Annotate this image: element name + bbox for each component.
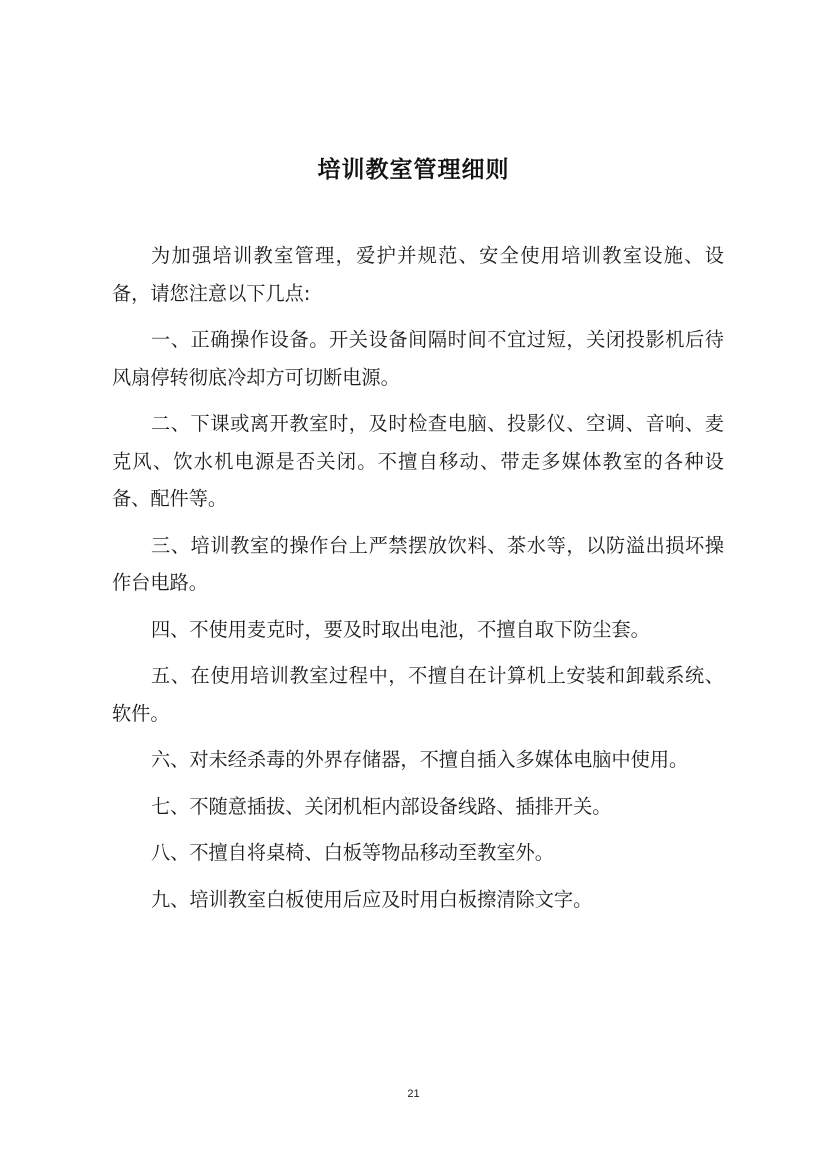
rule-item-7: 七、不随意插拔、关闭机柜内部设备线路、插排开关。 bbox=[151, 794, 612, 818]
rule-item-9: 九、培训教室白板使用后应及时用白板擦清除文字。 bbox=[151, 887, 593, 911]
rule-item-8: 八、不擅自将桌椅、白板等物品移动至教室外。 bbox=[151, 841, 554, 864]
rule-item-5: 五、在使用培训教室过程中，不擅自在计算机上安装和卸载系统、软件。 bbox=[112, 664, 724, 725]
rule-item-3: 三、培训教室的操作台上严禁摆放饮料、茶水等，以防溢出损坏操作台电路。 bbox=[112, 533, 724, 594]
page-number: 21 bbox=[407, 1088, 420, 1100]
page-title: 培训教室管理细则 bbox=[317, 156, 510, 183]
rule-item-2: 二、下课或离开教室时，及时检查电脑、投影仪、空调、音响、麦克风、饮水机电源是否关闭。不擅自移动、带走多媒体教室的各种设备、配件等。 bbox=[112, 412, 724, 510]
rule-item-1: 一、正确操作设备。开关设备间隔时间不宜过短，关闭投影机后待风扇停转彻底冷却方可切断电源。 bbox=[112, 328, 724, 389]
rule-item-4: 四、不使用麦克时，要及时取出电池，不擅自取下防尘套。 bbox=[151, 617, 650, 641]
rule-item-6: 六、对未经杀毒的外界存储器，不擅自插入多媒体电脑中使用。 bbox=[151, 748, 689, 771]
document-body bbox=[112, 237, 724, 927]
intro-paragraph: 为加强培训教室管理，爱护并规范、安全使用培训教室设施、设备，请您注意以下几点: bbox=[112, 244, 724, 305]
